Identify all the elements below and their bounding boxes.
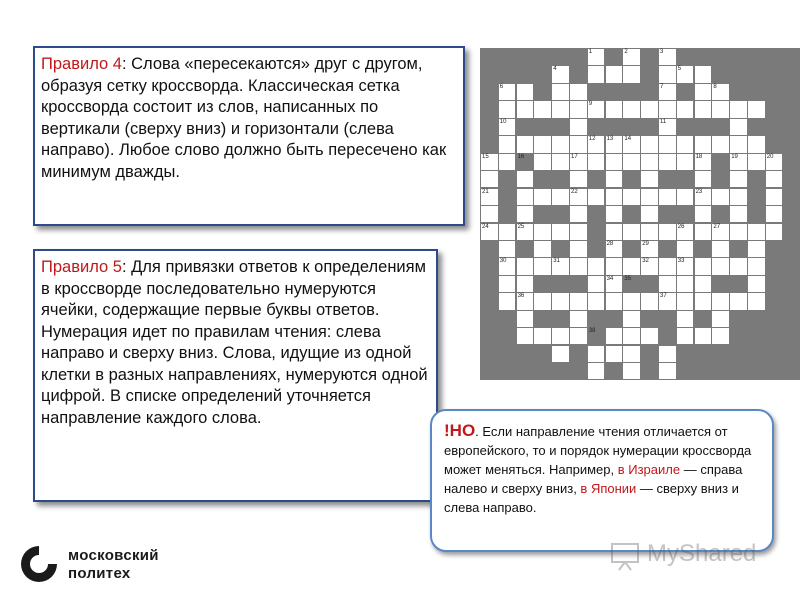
crossword-cell-number: 23 [695, 188, 703, 195]
crossword-cell [623, 154, 640, 170]
crossword-cell-number: 34 [606, 275, 614, 282]
crossword-cell [677, 154, 694, 170]
crossword-cell-number: 6 [499, 83, 504, 90]
crossword-cell [499, 276, 516, 292]
crossword-cell [623, 224, 640, 240]
crossword-cell [677, 136, 694, 152]
logo-line-2: политех [68, 565, 131, 582]
crossword-cell [588, 154, 605, 170]
crossword-cell-number: 12 [588, 136, 596, 143]
crossword-cell [499, 241, 516, 257]
crossword-cell [641, 224, 658, 240]
crossword-cell [766, 171, 783, 187]
crossword-cell-number: 16 [517, 153, 525, 160]
crossword-cell [712, 258, 729, 274]
crossword-cell-number: 2 [624, 49, 628, 55]
polytech-logo-icon [18, 543, 60, 585]
crossword-cell [534, 241, 551, 257]
crossword-cell-number: 29 [642, 240, 649, 247]
crossword-cell [517, 206, 534, 222]
crossword-cell [748, 276, 765, 292]
crossword-cell [517, 136, 534, 152]
crossword-cell-number: 18 [695, 153, 703, 160]
crossword-cell [534, 136, 551, 152]
crossword-cell [641, 171, 658, 187]
crossword-cell [712, 328, 729, 344]
crossword-cell [659, 101, 676, 117]
crossword-cell [623, 293, 640, 309]
watermark [609, 538, 779, 572]
crossword-cell [517, 328, 534, 344]
note-callout [430, 409, 774, 552]
crossword-cell [623, 66, 640, 82]
crossword-cell [748, 101, 765, 117]
crossword-cell [677, 293, 694, 309]
crossword-cell [517, 84, 534, 100]
rule-4-title: Правило 4 [41, 55, 122, 73]
crossword-cell [695, 136, 712, 152]
crossword-cell [570, 224, 587, 240]
crossword-cell [677, 328, 694, 344]
crossword-cell [695, 224, 712, 240]
crossword-cell [570, 293, 587, 309]
crossword-cell [695, 66, 712, 82]
crossword-cell [606, 258, 623, 274]
rule-5-box [33, 249, 438, 502]
crossword-cell [730, 171, 747, 187]
crossword-cell [730, 293, 747, 309]
watermark-text: MyShared [647, 540, 757, 567]
crossword-cell [623, 311, 640, 327]
crossword-cell [695, 293, 712, 309]
crossword-cell [588, 66, 605, 82]
rule-5-title: Правило 5 [41, 258, 122, 276]
crossword-cell [659, 224, 676, 240]
crossword-cell-number: 32 [642, 258, 649, 265]
crossword-cell-number: 21 [482, 188, 489, 195]
crossword-cell [534, 293, 551, 309]
crossword-cell-number: 17 [571, 153, 578, 160]
crossword-cell [606, 293, 623, 309]
note-text-3: — сверху вниз и слева направо. [444, 481, 739, 515]
crossword-cell [677, 311, 694, 327]
crossword-cell [606, 101, 623, 117]
crossword-cell [623, 189, 640, 205]
crossword-cell [748, 136, 765, 152]
crossword-cell [588, 346, 605, 362]
crossword-cell [588, 189, 605, 205]
rule-4-box [33, 46, 465, 226]
note-example-japan: в Японии [580, 481, 637, 496]
crossword-cell [712, 293, 729, 309]
crossword-cell [570, 101, 587, 117]
crossword-cell-number: 30 [499, 258, 507, 265]
crossword-cell [766, 189, 783, 205]
crossword-cell [659, 136, 676, 152]
crossword-cell [641, 154, 658, 170]
crossword-cell [659, 276, 676, 292]
crossword-cell [712, 189, 729, 205]
crossword-cell [517, 311, 534, 327]
crossword-cell [499, 101, 516, 117]
crossword-cell-number: 15 [482, 153, 489, 160]
logo-line-1: московский [68, 547, 159, 564]
crossword-cell [748, 241, 765, 257]
crossword-cell [499, 293, 516, 309]
crossword-cell [659, 66, 676, 82]
crossword-cell [659, 363, 676, 379]
crossword-cell [730, 206, 747, 222]
crossword-cell [766, 224, 783, 240]
crossword-cell [534, 258, 551, 274]
crossword-cell [641, 206, 658, 222]
crossword-cell [552, 346, 569, 362]
crossword-cell [659, 154, 676, 170]
crossword-cell-number: 35 [624, 275, 632, 282]
crossword-cell [570, 119, 587, 135]
crossword-cell [748, 154, 765, 170]
crossword-cell [659, 189, 676, 205]
presentation-icon [609, 538, 643, 572]
crossword-cell-number: 11 [660, 118, 667, 125]
crossword-cell-number: 1 [588, 49, 593, 55]
crossword-cell [677, 101, 694, 117]
crossword-cell-number: 3 [660, 49, 664, 55]
note-title: !НО [444, 421, 476, 440]
crossword-cell [570, 328, 587, 344]
note-text-1: . Если направление чтения отличается от европейского, то и порядок нумерации кроссворда может меняться. Например, [444, 424, 752, 477]
crossword-cell [588, 293, 605, 309]
crossword-cell [570, 206, 587, 222]
crossword-cell [606, 66, 623, 82]
crossword-cell [552, 84, 569, 100]
crossword-cell [517, 276, 534, 292]
crossword-cell [570, 258, 587, 274]
crossword-cell [499, 154, 516, 170]
crossword-cell [695, 258, 712, 274]
crossword-cell-number: 31 [553, 258, 560, 265]
crossword-cell [588, 363, 605, 379]
crossword-cell [552, 189, 569, 205]
crossword-cell [623, 328, 640, 344]
crossword-cell [712, 311, 729, 327]
crossword-cell-number: 8 [713, 83, 717, 90]
crossword-cell [517, 171, 534, 187]
crossword-cell [552, 154, 569, 170]
crossword-cell-number: 28 [606, 240, 614, 247]
crossword-cell [677, 241, 694, 257]
crossword-cell [606, 154, 623, 170]
crossword-cell-number: 5 [677, 66, 682, 73]
crossword-cell [695, 101, 712, 117]
crossword-cell [641, 189, 658, 205]
logo-text [68, 547, 159, 583]
crossword-cell [623, 258, 640, 274]
crossword-cell [766, 206, 783, 222]
crossword-cell-number: 20 [766, 153, 774, 160]
crossword-cell [552, 101, 569, 117]
crossword-cell [623, 346, 640, 362]
crossword-cell [570, 84, 587, 100]
crossword-cell-number: 22 [571, 188, 578, 195]
crossword-cell [606, 328, 623, 344]
crossword-cell [641, 136, 658, 152]
crossword-cell [712, 101, 729, 117]
crossword-cell [570, 136, 587, 152]
crossword-cell-number: 27 [713, 223, 721, 230]
crossword-cell [588, 276, 605, 292]
crossword-cell [695, 206, 712, 222]
crossword-cell [534, 154, 551, 170]
crossword-cell [748, 224, 765, 240]
rule-5-text: : Для привязки ответов к определениям в кроссворде последовательно нумеруются ячейки, содержащие первые буквы ответов. Нумерация идет по правилам чтения: слева направо и сверху вниз. Слова, идущие из одной клетки в разных направлениях, нумеруются одной цифрой. В списке определений уточняется направление каждого слова. [41, 258, 428, 427]
crossword-cell-number: 37 [660, 293, 667, 300]
crossword-cell-number: 7 [660, 83, 664, 90]
crossword-cell-number: 13 [606, 136, 614, 143]
crossword-cell [588, 258, 605, 274]
crossword-grid-image [480, 48, 800, 380]
crossword-cell-number: 26 [677, 223, 685, 230]
crossword-cell [730, 258, 747, 274]
crossword-cell [534, 101, 551, 117]
crossword-cell [570, 241, 587, 257]
note-example-israel: в Израиле [617, 462, 681, 477]
crossword-cell [481, 171, 498, 187]
crossword-cell-number: 4 [553, 66, 557, 73]
crossword-cell [730, 189, 747, 205]
crossword-cell [606, 171, 623, 187]
crossword-cell [659, 258, 676, 274]
crossword-cell [499, 224, 516, 240]
crossword-cell [517, 189, 534, 205]
crossword-cell [659, 346, 676, 362]
crossword-cell-number: 36 [517, 293, 525, 300]
crossword-cell [606, 206, 623, 222]
crossword-cell-number: 24 [482, 223, 489, 230]
crossword-cell [552, 136, 569, 152]
crossword-cell [534, 328, 551, 344]
crossword-cell [570, 171, 587, 187]
crossword-cell [730, 101, 747, 117]
crossword-cell [730, 136, 747, 152]
crossword-cell-number: 25 [517, 223, 525, 230]
crossword-cell [552, 293, 569, 309]
crossword-cell [534, 224, 551, 240]
crossword-cell [606, 224, 623, 240]
crossword-cell [552, 328, 569, 344]
crossword-cell [481, 206, 498, 222]
crossword-cell [748, 258, 765, 274]
crossword-cell [695, 84, 712, 100]
crossword-cell [677, 276, 694, 292]
crossword-cell [695, 276, 712, 292]
crossword-cell [517, 101, 534, 117]
crossword-cell [712, 136, 729, 152]
crossword-cell-number: 33 [677, 258, 685, 265]
crossword-cell [623, 101, 640, 117]
crossword-cell [712, 241, 729, 257]
crossword-cell [641, 101, 658, 117]
note-text-2: — справа налево и сверху вниз, [444, 462, 743, 496]
crossword-cell [695, 171, 712, 187]
crossword-cell [730, 224, 747, 240]
crossword-cell [641, 293, 658, 309]
crossword-cell [695, 328, 712, 344]
crossword-cell [606, 346, 623, 362]
crossword-cell [641, 328, 658, 344]
crossword-cell [552, 224, 569, 240]
crossword-cell [570, 311, 587, 327]
crossword-cell-number: 14 [624, 136, 632, 143]
crossword-cell [730, 119, 747, 135]
crossword-cell [606, 189, 623, 205]
crossword-cell [517, 258, 534, 274]
crossword-cell [623, 363, 640, 379]
crossword-cell [748, 293, 765, 309]
crossword-cell [677, 189, 694, 205]
crossword-cell-number: 19 [731, 153, 738, 160]
crossword-cell [499, 136, 516, 152]
crossword-cell-number: 9 [588, 101, 593, 108]
rule-4-text: : Слова «пересекаются» друг с другом, образуя сетку кроссворда. Классическая сетка кроссворда состоит из слов, написанных по вертикали (сверху вниз) и горизонтали (слева направо). Любое слово должно быть пересечено как минимум дважды. [41, 55, 447, 181]
crossword-cell [534, 189, 551, 205]
crossword-cell-number: 10 [499, 118, 507, 125]
crossword-cell-number: 38 [588, 328, 596, 335]
